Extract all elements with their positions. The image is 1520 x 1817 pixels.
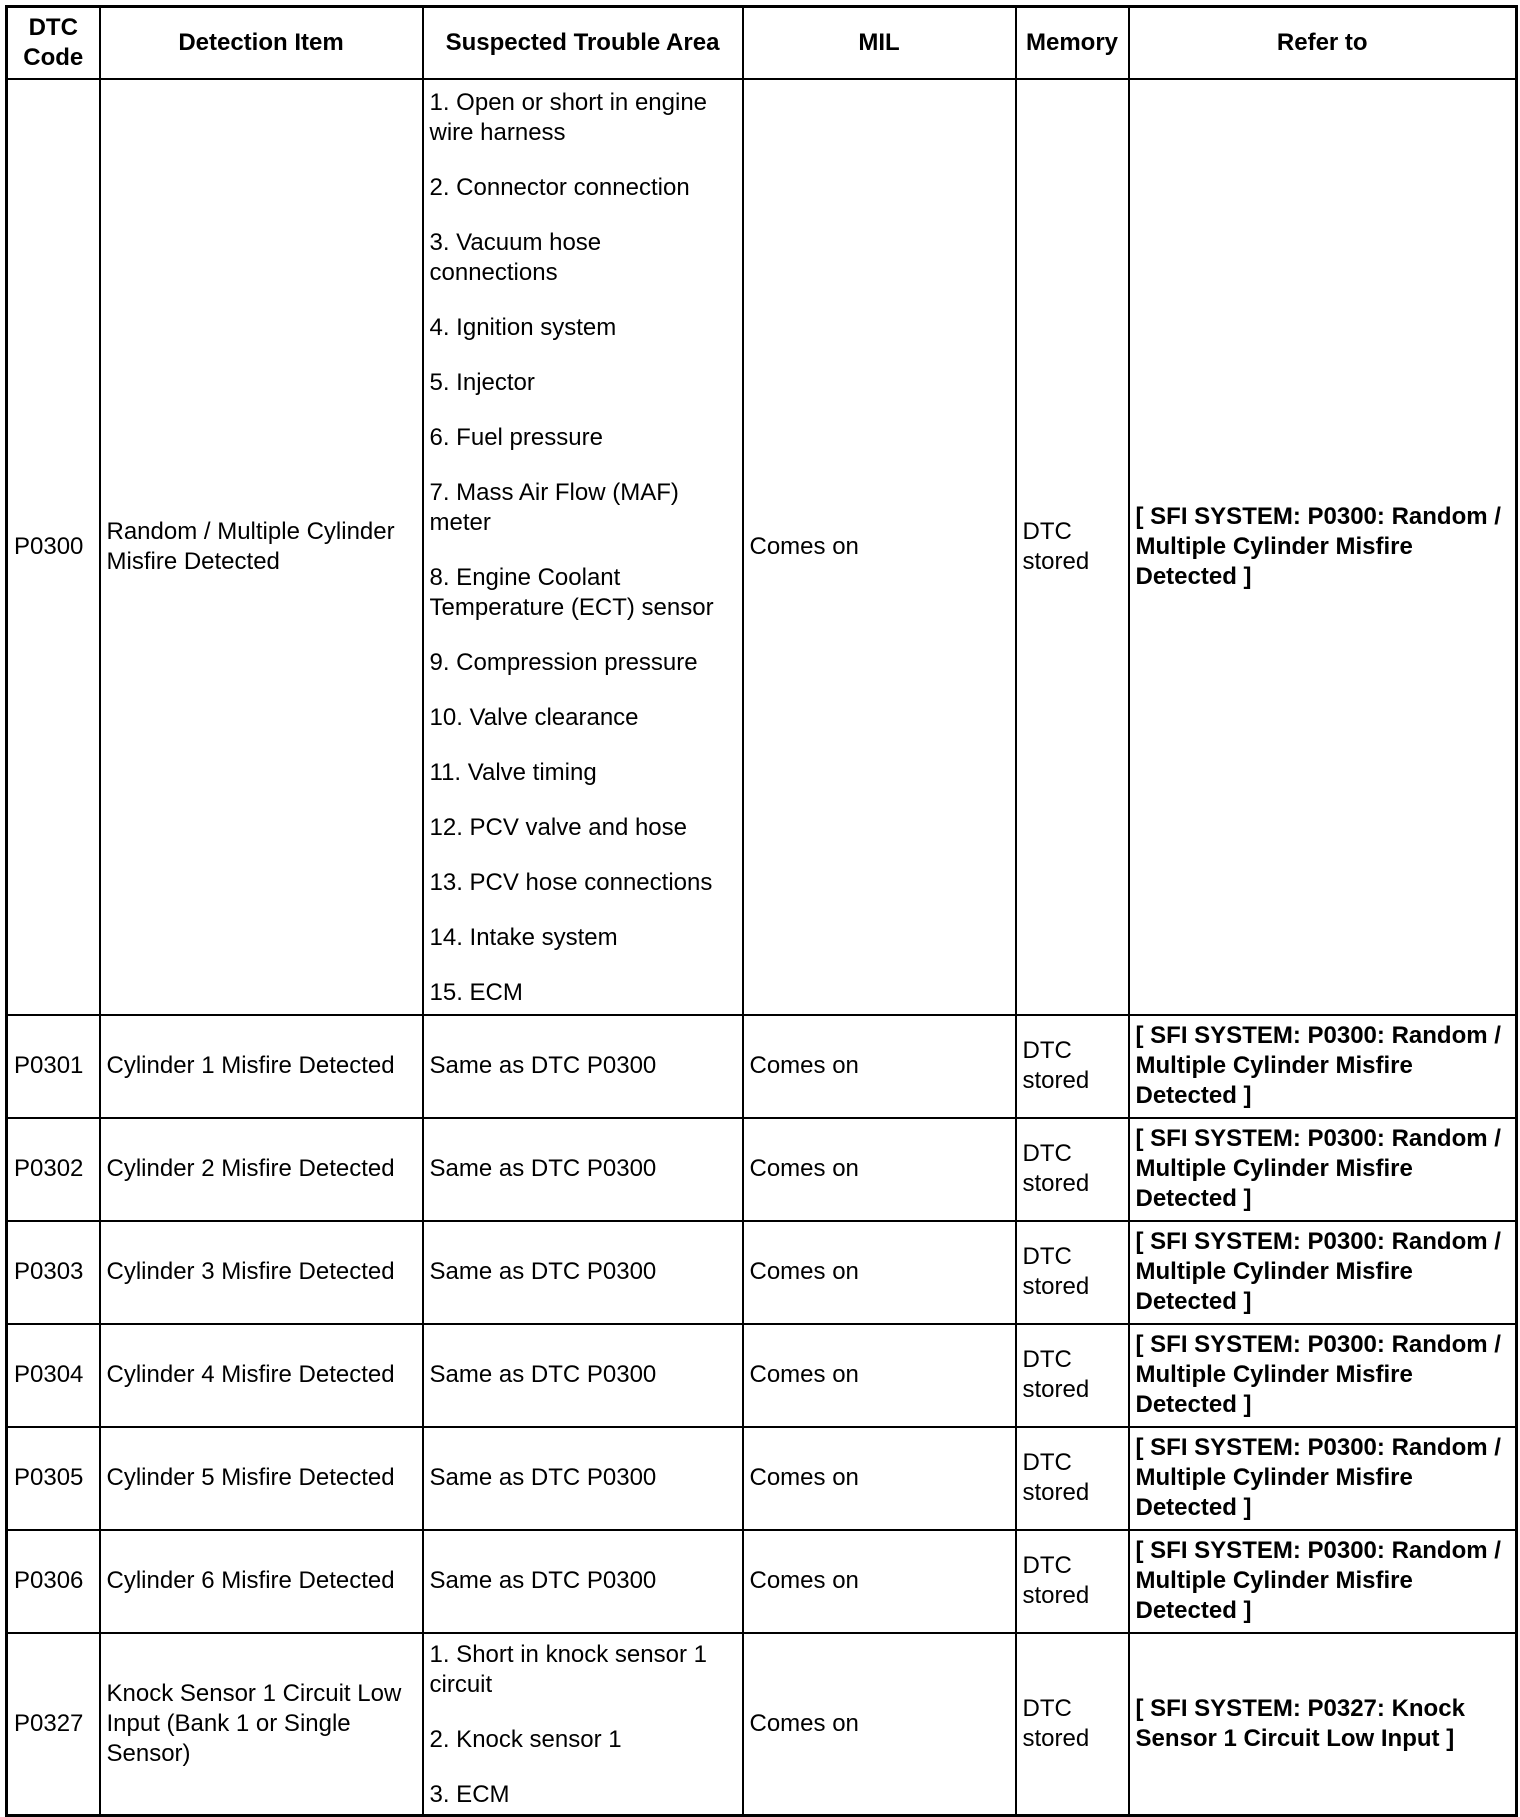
trouble-area-item: 9. Compression pressure: [429, 648, 698, 676]
trouble-area-item: 10. Valve clearance: [429, 703, 639, 731]
dtc-code-cell: P0301: [7, 1015, 100, 1118]
trouble-area-item: 14. Intake system: [429, 923, 618, 951]
trouble-area-item: 2. Connector connection: [429, 173, 690, 201]
header-suspected-trouble-area: Suspected Trouble Area: [423, 7, 743, 79]
trouble-area-list: [430, 1634, 736, 1814]
dtc-table: [5, 5, 1518, 1817]
trouble-area-item: 1. Short in knock sensor 1 circuit: [429, 1640, 707, 1698]
memory-cell: DTC stored: [1016, 1015, 1129, 1118]
detection-item-cell: Cylinder 1 Misfire Detected: [100, 1015, 423, 1118]
mil-cell: Comes on: [743, 1324, 1016, 1427]
header-detection-item: Detection Item: [100, 7, 423, 79]
refer-to-cell: [ SFI SYSTEM: P0300: Random / Multiple Cylinder Misfire Detected ]: [1129, 1427, 1517, 1530]
suspected-trouble-area-cell: [423, 79, 743, 1015]
mil-cell: Comes on: [743, 1221, 1016, 1324]
mil-cell: Comes on: [743, 1118, 1016, 1221]
memory-cell: DTC stored: [1016, 1633, 1129, 1816]
table-row: [7, 1015, 1517, 1118]
suspected-trouble-area-cell: Same as DTC P0300: [423, 1427, 743, 1530]
detection-item-cell: Cylinder 4 Misfire Detected: [100, 1324, 423, 1427]
table-row: [7, 1530, 1517, 1633]
memory-cell: DTC stored: [1016, 1118, 1129, 1221]
refer-to-cell: [ SFI SYSTEM: P0300: Random / Multiple Cylinder Misfire Detected ]: [1129, 1118, 1517, 1221]
mil-cell: Comes on: [743, 1633, 1016, 1816]
trouble-area-item: 5. Injector: [429, 368, 535, 396]
detection-item-cell: Knock Sensor 1 Circuit Low Input (Bank 1 or Single Sensor): [100, 1633, 423, 1816]
trouble-area-item: 3. ECM: [429, 1780, 510, 1808]
suspected-trouble-area-cell: Same as DTC P0300: [423, 1324, 743, 1427]
mil-cell: Comes on: [743, 1427, 1016, 1530]
refer-to-cell: [ SFI SYSTEM: P0300: Random / Multiple Cylinder Misfire Detected ]: [1129, 1221, 1517, 1324]
trouble-area-list: [430, 82, 736, 1012]
mil-cell: Comes on: [743, 1015, 1016, 1118]
memory-cell: DTC stored: [1016, 79, 1129, 1015]
dtc-code-cell: P0304: [7, 1324, 100, 1427]
suspected-trouble-area-cell: Same as DTC P0300: [423, 1530, 743, 1633]
table-row: [7, 79, 1517, 1015]
table-body: [7, 79, 1517, 1816]
mil-cell: Comes on: [743, 1530, 1016, 1633]
detection-item-cell: Cylinder 2 Misfire Detected: [100, 1118, 423, 1221]
trouble-area-item: 13. PCV hose connections: [429, 868, 713, 896]
memory-cell: DTC stored: [1016, 1221, 1129, 1324]
trouble-area-item: 6. Fuel pressure: [429, 423, 603, 451]
trouble-area-item: 15. ECM: [429, 978, 523, 1006]
refer-to-cell: [ SFI SYSTEM: P0300: Random / Multiple Cylinder Misfire Detected ]: [1129, 1324, 1517, 1427]
suspected-trouble-area-cell: Same as DTC P0300: [423, 1015, 743, 1118]
dtc-code-cell: P0300: [7, 79, 100, 1015]
memory-cell: DTC stored: [1016, 1530, 1129, 1633]
detection-item-cell: Cylinder 6 Misfire Detected: [100, 1530, 423, 1633]
suspected-trouble-area-cell: Same as DTC P0300: [423, 1118, 743, 1221]
table-row: [7, 1221, 1517, 1324]
suspected-trouble-area-cell: Same as DTC P0300: [423, 1221, 743, 1324]
dtc-code-cell: P0327: [7, 1633, 100, 1816]
dtc-code-cell: P0306: [7, 1530, 100, 1633]
trouble-area-item: 7. Mass Air Flow (MAF) meter: [429, 478, 679, 536]
table-row: [7, 1324, 1517, 1427]
memory-cell: DTC stored: [1016, 1324, 1129, 1427]
trouble-area-item: 8. Engine Coolant Temperature (ECT) sensor: [429, 563, 714, 621]
dtc-code-cell: P0302: [7, 1118, 100, 1221]
trouble-area-item: 3. Vacuum hose connections: [429, 228, 602, 286]
trouble-area-item: 12. PCV valve and hose: [429, 813, 687, 841]
trouble-area-item: 11. Valve timing: [429, 758, 597, 786]
trouble-area-item: 2. Knock sensor 1: [429, 1725, 622, 1753]
dtc-code-cell: P0303: [7, 1221, 100, 1324]
detection-item-cell: Cylinder 5 Misfire Detected: [100, 1427, 423, 1530]
header-memory: Memory: [1016, 7, 1129, 79]
detection-item-cell: Random / Multiple Cylinder Misfire Detected: [100, 79, 423, 1015]
refer-to-cell: [ SFI SYSTEM: P0327: Knock Sensor 1 Circuit Low Input ]: [1129, 1633, 1517, 1816]
header-row: [7, 7, 1517, 79]
table-row: [7, 1118, 1517, 1221]
mil-cell: Comes on: [743, 79, 1016, 1015]
detection-item-cell: Cylinder 3 Misfire Detected: [100, 1221, 423, 1324]
memory-cell: DTC stored: [1016, 1427, 1129, 1530]
header-dtc-code: DTC Code: [7, 7, 100, 79]
refer-to-cell: [ SFI SYSTEM: P0300: Random / Multiple Cylinder Misfire Detected ]: [1129, 79, 1517, 1015]
header-mil: MIL: [743, 7, 1016, 79]
dtc-code-cell: P0305: [7, 1427, 100, 1530]
table-row: [7, 1633, 1517, 1816]
table-row: [7, 1427, 1517, 1530]
refer-to-cell: [ SFI SYSTEM: P0300: Random / Multiple Cylinder Misfire Detected ]: [1129, 1015, 1517, 1118]
refer-to-cell: [ SFI SYSTEM: P0300: Random / Multiple Cylinder Misfire Detected ]: [1129, 1530, 1517, 1633]
suspected-trouble-area-cell: [423, 1633, 743, 1816]
header-refer-to: Refer to: [1129, 7, 1517, 79]
trouble-area-item: 1. Open or short in engine wire harness: [429, 88, 708, 146]
trouble-area-item: 4. Ignition system: [429, 313, 617, 341]
